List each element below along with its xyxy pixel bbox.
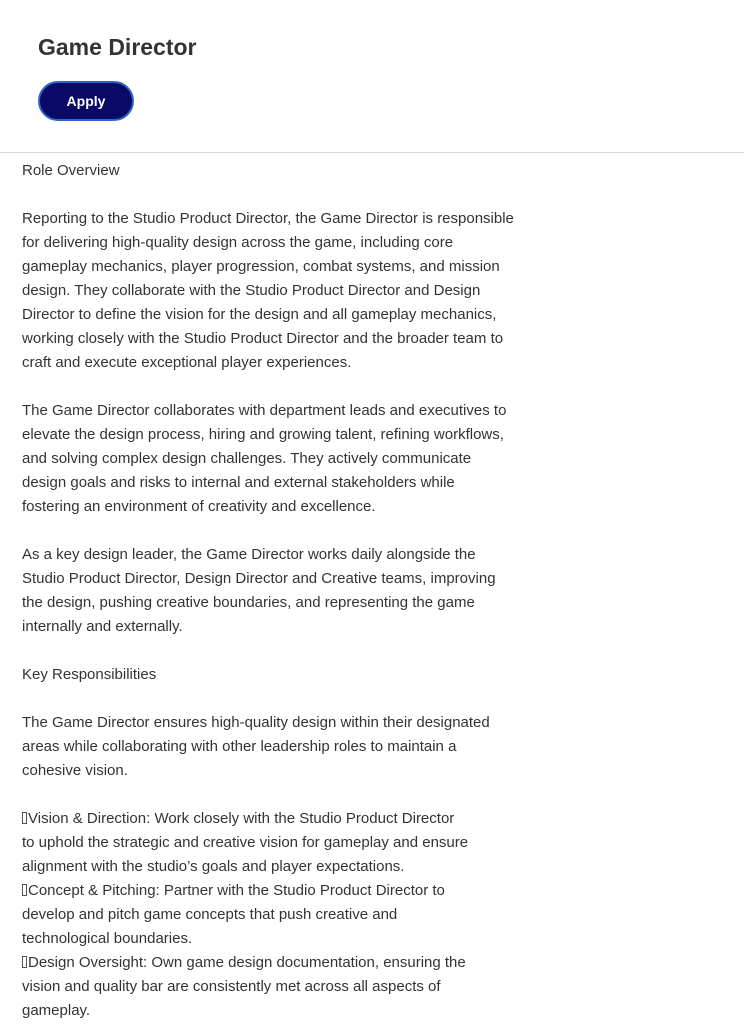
spacer [22, 783, 562, 807]
section-heading-role-overview: Role Overview [22, 162, 120, 179]
responsibility-text: Concept & Pitching: Partner with the Studio Product Director to develop and pitch game concepts that push creative and technological boundaries. [22, 882, 445, 947]
job-description [22, 159, 562, 1023]
responsibility-item [22, 879, 562, 951]
spacer [22, 183, 562, 207]
spacer [22, 639, 562, 663]
page-title: Game Director [38, 34, 197, 60]
job-header [0, 0, 744, 153]
description-paragraph: Reporting to the Studio Product Director, the Game Director is responsible for delivering high-quality design across the game, including core gameplay mechanics, player progression, combat systems, and mission design. They collaborate with the Studio Product Director and Design Director to define the vision for the design and all gameplay mechanics, working closely with the Studio Product Director and the broader team to craft and execute exceptional player experiences. [22, 210, 514, 371]
responsibility-text: Design Oversight: Own game design documentation, ensuring the vision and quality bar are consistently met across all aspects of gameplay. [22, 954, 466, 1019]
spacer [22, 375, 562, 399]
responsibility-text: Vision & Direction: Work closely with the Studio Product Director to uphold the strategic and creative vision for gameplay and ensure alignment with the studio’s goals and player expectations. [22, 810, 469, 875]
description-paragraph: As a key design leader, the Game Director works daily alongside the Studio Product Director, Design Director and Creative teams, improving the design, pushing creative boundaries, and representing the game internally and externally. [22, 546, 496, 635]
responsibility-item [22, 951, 562, 1023]
spacer [22, 519, 562, 543]
section-heading-key-responsibilities: Key Responsibilities [22, 666, 157, 683]
apply-button[interactable]: Apply [38, 81, 134, 121]
description-paragraph: The Game Director ensures high-quality design within their designated areas while collaborating with other leadership roles to maintain a cohesive vision. [22, 714, 490, 779]
responsibility-item [22, 807, 562, 879]
missing-glyph-icon [22, 956, 27, 968]
spacer [22, 687, 562, 711]
missing-glyph-icon [22, 884, 27, 896]
description-paragraph: The Game Director collaborates with department leads and executives to elevate the design process, hiring and growing talent, refining workflows, and solving complex design challenges. They actively communicate design goals and risks to internal and external stakeholders while fostering an environment of creativity and excellence. [22, 402, 507, 515]
missing-glyph-icon [22, 812, 27, 824]
